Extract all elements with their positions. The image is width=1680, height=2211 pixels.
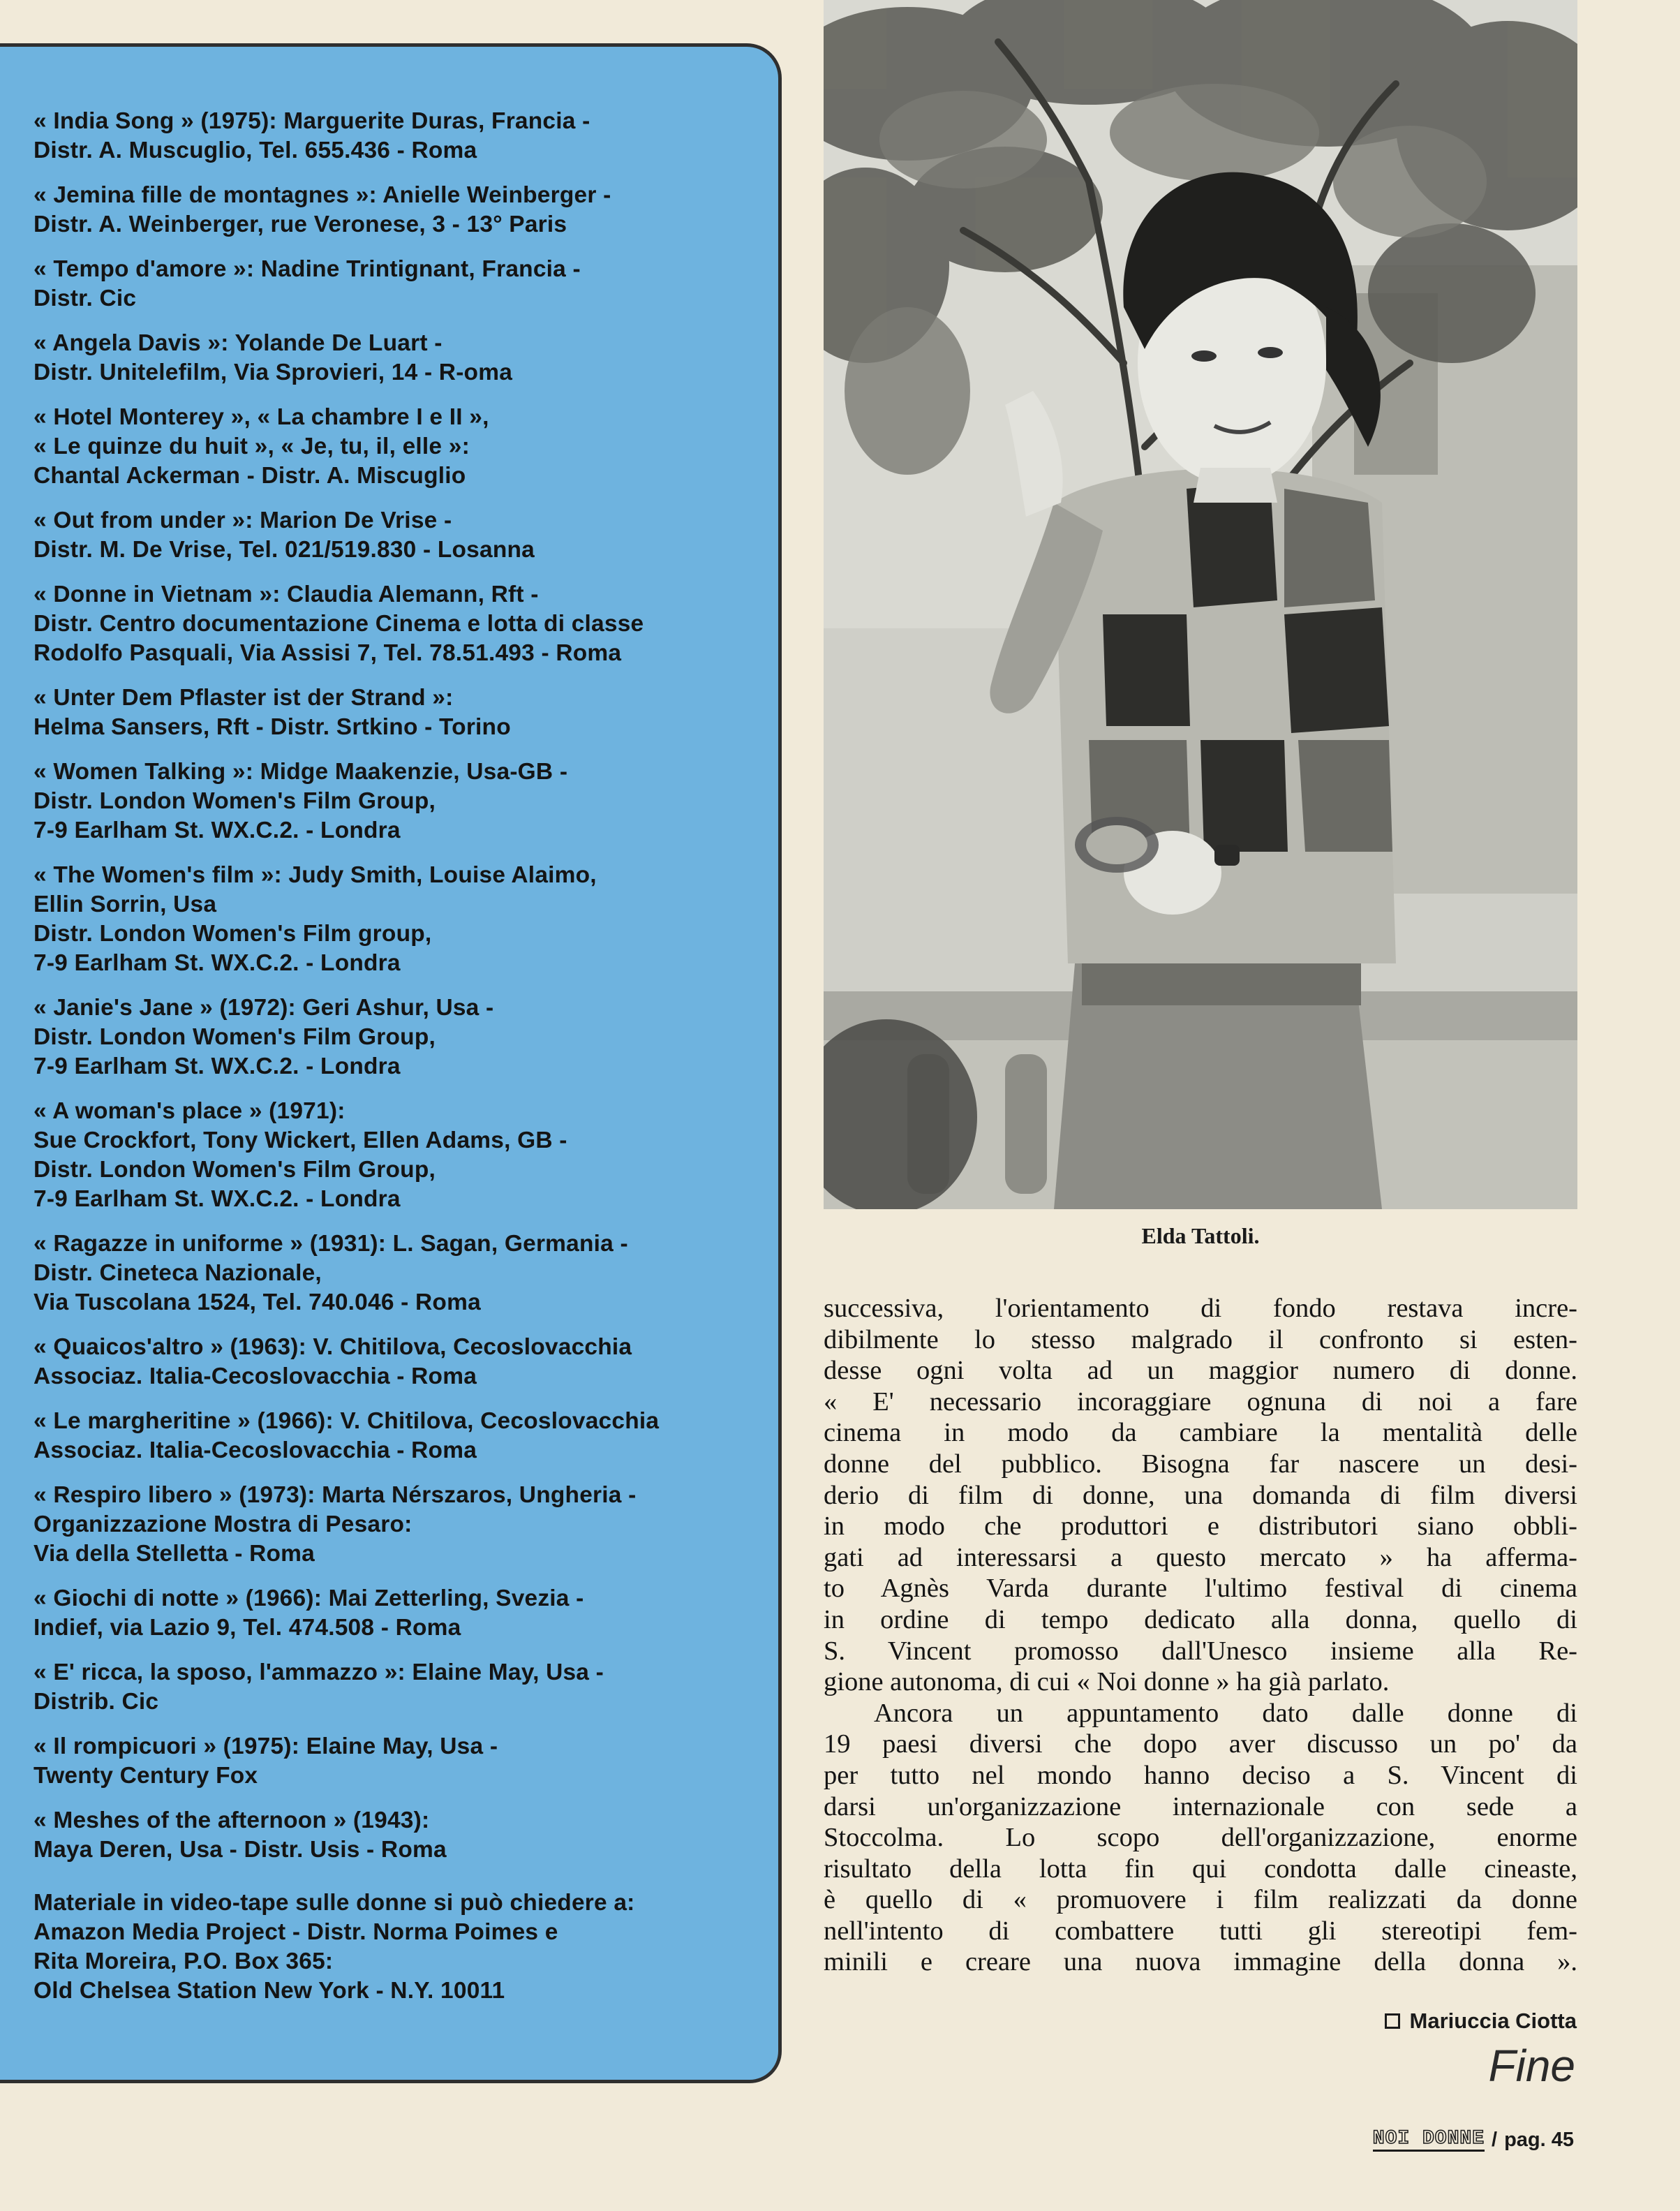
film-line: « Donne in Vietnam »: Claudia Alemann, Rft - bbox=[34, 582, 539, 607]
film-entry bbox=[34, 329, 759, 387]
article-line: gati ad interessarsi a questo mercato » ha afferma- bbox=[824, 1542, 1577, 1572]
magazine-logo: NOI DONNE bbox=[1373, 2128, 1485, 2152]
film-entry bbox=[34, 181, 759, 239]
film-line: « Ragazze in uniforme » (1931): L. Sagan, Germania - bbox=[34, 1231, 628, 1257]
article-line: Ancora un appuntamento dato dalle donne di bbox=[874, 1698, 1577, 1728]
film-line: Ellin Sorrin, Usa bbox=[34, 892, 217, 917]
film-line: « Tempo d'amore »: Nadine Trintignant, Francia - bbox=[34, 256, 581, 282]
article-line: donne del pubblico. Bisogna far nascere un desi- bbox=[824, 1449, 1577, 1479]
film-line: Distr. London Women's Film Group, bbox=[34, 1157, 436, 1183]
article-line: derio di film di donne, una domanda di film diversi bbox=[824, 1480, 1577, 1510]
film-line: « E' ricca, la sposo, l'ammazzo »: Elaine May, Usa - bbox=[34, 1659, 604, 1685]
author-name: Mariuccia Ciotta bbox=[1409, 2009, 1577, 2033]
film-line: « Respiro libero » (1973): Marta Nérszaros, Ungheria - bbox=[34, 1482, 637, 1508]
article-line: nell'intento di combattere tutti gli stereotipi fem- bbox=[824, 1916, 1577, 1946]
film-line: « A woman's place » (1971): bbox=[34, 1098, 345, 1124]
article-line: minili e creare una nuova immagine della donna ». bbox=[824, 1947, 1577, 1977]
film-line: « Women Talking »: Midge Maakenzie, Usa-GB - bbox=[34, 759, 568, 785]
film-line: « Il rompicuori » (1975): Elaine May, Usa - bbox=[34, 1733, 498, 1759]
film-entry bbox=[34, 1333, 759, 1391]
article-line: S. Vincent promosso dall'Unesco insieme alla Re- bbox=[824, 1636, 1577, 1666]
film-entry bbox=[34, 861, 759, 978]
film-line: Distr. M. De Vrise, Tel. 021/519.830 - Losanna bbox=[34, 537, 535, 563]
film-line: « Le margheritine » (1966): V. Chitilova, Cecoslovacchia bbox=[34, 1408, 660, 1434]
article-line: desse ogni volta ad un maggior numero di donne. bbox=[824, 1356, 1577, 1386]
film-entry bbox=[34, 506, 759, 565]
article-line: 19 paesi diversi che dopo aver discusso un po' da bbox=[824, 1729, 1577, 1759]
article-line: gione autonoma, di cui « Noi donne » ha già parlato. bbox=[824, 1667, 1390, 1697]
article-line: successiva, l'orientamento di fondo restava incre- bbox=[824, 1294, 1577, 1323]
film-line: Distr. A. Weinberger, rue Veronese, 3 - 13° Paris bbox=[34, 212, 567, 237]
film-line: Distr. London Women's Film Group, bbox=[34, 1024, 436, 1050]
film-line: « Meshes of the afternoon » (1943): bbox=[34, 1807, 430, 1833]
film-line: « India Song » (1975): Marguerite Duras, Francia - bbox=[34, 108, 590, 134]
photo-caption: Elda Tattoli. bbox=[1141, 1223, 1260, 1248]
film-line: Distrib. Cic bbox=[34, 1689, 159, 1715]
article-line: in ordine di tempo dedicato alla donna, quello di bbox=[824, 1604, 1577, 1634]
video-tape-note bbox=[34, 1888, 759, 2006]
article-line: « E' necessario incoraggiare ognuna di noi a fare bbox=[824, 1387, 1577, 1417]
square-bullet-icon bbox=[1385, 2013, 1400, 2029]
article-line: risultato della lotta fin qui condotta dalle cineaste, bbox=[824, 1854, 1577, 1884]
film-entry bbox=[34, 683, 759, 742]
film-line: Old Chelsea Station New York - N.Y. 10011 bbox=[34, 1978, 505, 2004]
film-list-box bbox=[0, 43, 782, 2083]
article-line: cinema in modo da cambiare la mentalità delle bbox=[824, 1418, 1577, 1448]
article-line: per tutto nel mondo hanno deciso a S. Vincent di bbox=[824, 1760, 1577, 1790]
article-line: è quello di « promuovere i film realizzati da donne bbox=[824, 1885, 1577, 1915]
film-line: Amazon Media Project - Distr. Norma Poimes e bbox=[34, 1919, 558, 1945]
film-line: 7-9 Earlham St. WX.C.2. - Londra bbox=[34, 818, 401, 843]
article-text bbox=[824, 1293, 1577, 1978]
film-line: Organizzazione Mostra di Pesaro: bbox=[34, 1511, 412, 1537]
page-number: pag. 45 bbox=[1504, 2128, 1574, 2151]
film-line: « Le quinze du huit », « Je, tu, il, elle »: bbox=[34, 434, 470, 459]
film-line: Sue Crockfort, Tony Wickert, Ellen Adams, GB - bbox=[34, 1127, 567, 1153]
film-line: Chantal Ackerman - Distr. A. Miscuglio bbox=[34, 463, 466, 489]
film-line: Rita Moreira, P.O. Box 365: bbox=[34, 1949, 334, 1974]
film-line: « Giochi di notte » (1966): Mai Zetterling, Svezia - bbox=[34, 1585, 584, 1611]
film-line: Distr. London Women's Film Group, bbox=[34, 788, 436, 814]
film-entry bbox=[34, 1732, 759, 1791]
film-line: 7-9 Earlham St. WX.C.2. - Londra bbox=[34, 1186, 401, 1212]
article-line: in modo che produttori e distributori siano obbli- bbox=[824, 1511, 1577, 1541]
film-line: Via Tuscolana 1524, Tel. 740.046 - Roma bbox=[34, 1289, 481, 1315]
film-line: Distr. A. Muscuglio, Tel. 655.436 - Roma bbox=[34, 138, 477, 163]
film-entry bbox=[34, 1658, 759, 1717]
film-line: Rodolfo Pasquali, Via Assisi 7, Tel. 78.51.493 - Roma bbox=[34, 640, 622, 666]
film-line: Distr. Cic bbox=[34, 286, 137, 311]
end-mark: Fine bbox=[1488, 2041, 1575, 2091]
film-line: « Janie's Jane » (1972): Geri Ashur, Usa - bbox=[34, 995, 494, 1021]
film-line: Materiale in video-tape sulle donne si può chiedere a: bbox=[34, 1890, 635, 1916]
film-entry bbox=[34, 1481, 759, 1569]
film-line: « The Women's film »: Judy Smith, Louise Alaimo, bbox=[34, 862, 597, 888]
film-entry bbox=[34, 255, 759, 313]
film-line: Distr. Cineteca Nazionale, bbox=[34, 1260, 322, 1286]
film-line: Maya Deren, Usa - Distr. Usis - Roma bbox=[34, 1837, 447, 1863]
footer-slash: / bbox=[1492, 2128, 1498, 2151]
film-line: « Quaicos'altro » (1963): V. Chitilova, Cecoslovacchia bbox=[34, 1334, 632, 1360]
film-entry bbox=[34, 580, 759, 668]
film-entry bbox=[34, 403, 759, 491]
film-entry bbox=[34, 1229, 759, 1317]
film-line: Helma Sansers, Rft - Distr. Srtkino - Torino bbox=[34, 714, 511, 740]
film-line: « Angela Davis »: Yolande De Luart - bbox=[34, 330, 443, 356]
film-line: « Unter Dem Pflaster ist der Strand »: bbox=[34, 685, 454, 711]
film-entry bbox=[34, 993, 759, 1081]
film-entry bbox=[34, 107, 759, 165]
film-entry bbox=[34, 1806, 759, 1865]
film-line: Associaz. Italia-Cecoslovacchia - Roma bbox=[34, 1363, 477, 1389]
film-line: Distr. London Women's Film group, bbox=[34, 921, 432, 947]
article-line: Stoccolma. Lo scopo dell'organizzazione, enorme bbox=[824, 1823, 1577, 1853]
article-line: dibilmente lo stesso malgrado il confronto si esten- bbox=[824, 1324, 1577, 1354]
film-entry bbox=[34, 1584, 759, 1643]
portrait-photo bbox=[824, 0, 1577, 1209]
film-list bbox=[34, 107, 759, 2021]
film-line: Via della Stelletta - Roma bbox=[34, 1541, 315, 1567]
film-line: 7-9 Earlham St. WX.C.2. - Londra bbox=[34, 950, 401, 976]
author-signature bbox=[1385, 2009, 1577, 2034]
film-line: Twenty Century Fox bbox=[34, 1763, 258, 1789]
film-line: « Out from under »: Marion De Vrise - bbox=[34, 508, 452, 533]
article-line: darsi un'organizzazione internazionale con sede a bbox=[824, 1791, 1577, 1821]
film-entry bbox=[34, 1097, 759, 1214]
page-footer bbox=[1373, 2128, 1574, 2152]
film-line: « Jemina fille de montagnes »: Anielle Weinberger - bbox=[34, 182, 611, 208]
film-line: Indief, via Lazio 9, Tel. 474.508 - Roma bbox=[34, 1615, 461, 1641]
film-line: Distr. Centro documentazione Cinema e lotta di classe bbox=[34, 611, 644, 637]
film-line: 7-9 Earlham St. WX.C.2. - Londra bbox=[34, 1053, 401, 1079]
film-entry bbox=[34, 1407, 759, 1465]
film-line: Associaz. Italia-Cecoslovacchia - Roma bbox=[34, 1437, 477, 1463]
film-line: Distr. Unitelefilm, Via Sprovieri, 14 - R-oma bbox=[34, 360, 513, 385]
film-line: « Hotel Monterey », « La chambre I e II », bbox=[34, 404, 489, 430]
article-line: to Agnès Varda durante l'ultimo festival di cinema bbox=[824, 1574, 1577, 1604]
film-entry bbox=[34, 757, 759, 845]
